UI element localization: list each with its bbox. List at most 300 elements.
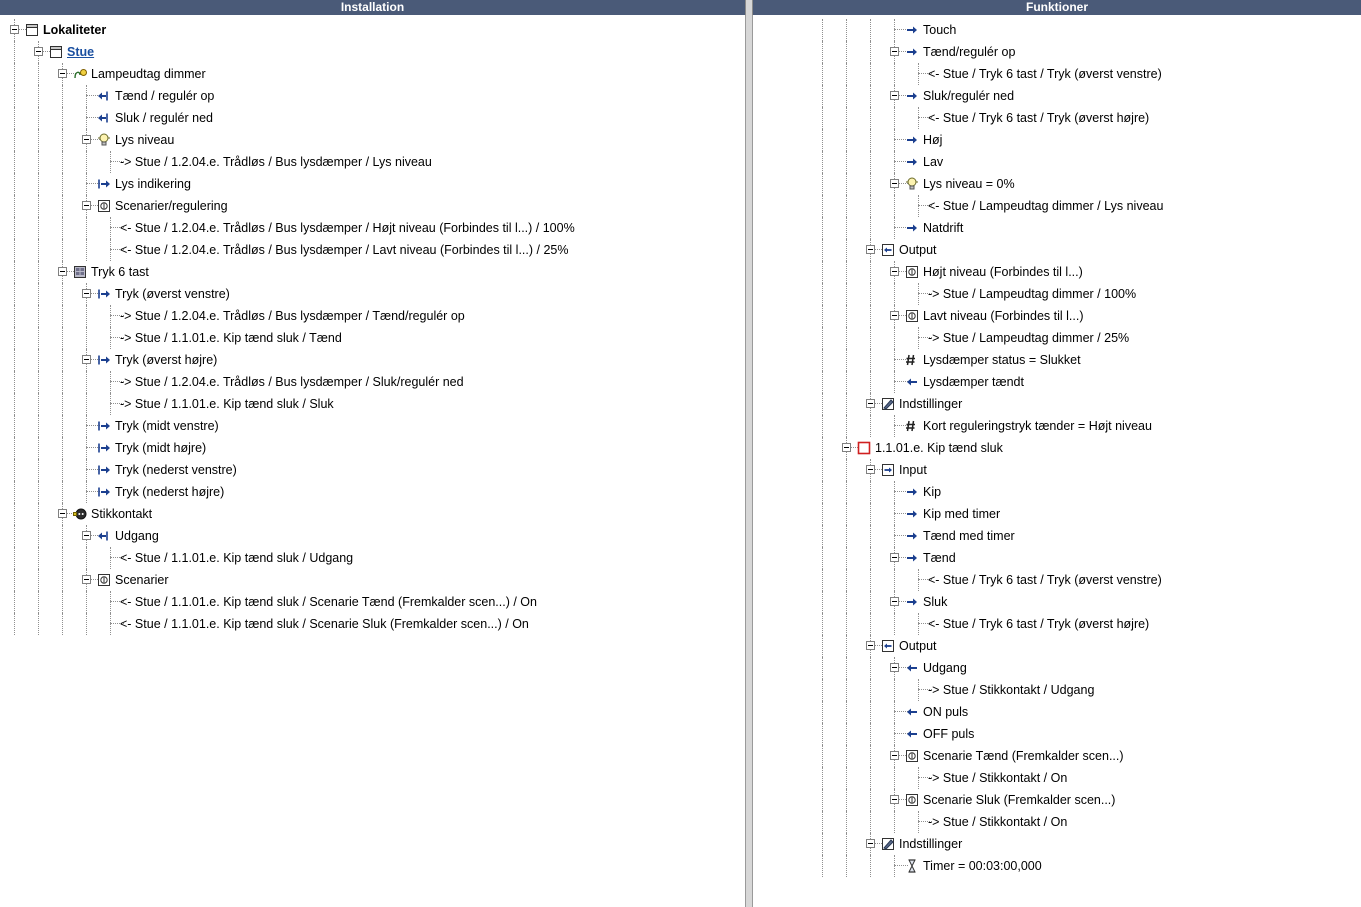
tree-node[interactable] bbox=[808, 855, 1361, 877]
tree-guide-line bbox=[62, 393, 64, 415]
tree-guide-line bbox=[822, 745, 824, 767]
tree-node-label: -> Stue / 1.1.01.e. Kip tænd sluk / Sluk bbox=[120, 397, 334, 411]
tree-expander-icon[interactable] bbox=[58, 69, 67, 78]
tree-guide-line bbox=[870, 195, 872, 217]
tree-expander-icon[interactable] bbox=[82, 201, 91, 210]
tree-guide-line bbox=[846, 371, 848, 393]
tree-node-label: Scenarier bbox=[115, 573, 169, 587]
tree-node[interactable] bbox=[0, 85, 745, 107]
tree-guide-line bbox=[822, 371, 824, 393]
tree-node-label: Kip bbox=[923, 485, 942, 499]
tree-node-label: Tryk (øverst venstre) bbox=[115, 287, 230, 301]
tree-guide-line bbox=[62, 349, 64, 371]
tree-node-label: -> Stue / Stikkontakt / Udgang bbox=[928, 683, 1095, 697]
scene-icon bbox=[904, 748, 920, 764]
tree-expander-icon[interactable] bbox=[890, 751, 899, 760]
panes-container bbox=[0, 15, 1361, 907]
tree-guide-line bbox=[14, 261, 16, 283]
tree-node-label: <- Stue / 1.2.04.e. Trådløs / Bus lysdæmper / Højt niveau (Forbindes til l...) / 100% bbox=[120, 221, 575, 235]
tree-guide-line bbox=[86, 151, 88, 173]
tree-guide-line bbox=[822, 789, 824, 811]
tree-node[interactable] bbox=[808, 833, 1361, 855]
tree-guide-line bbox=[14, 371, 16, 393]
tree-guide-line bbox=[14, 613, 16, 635]
tree-guide-line bbox=[870, 657, 872, 679]
tree-node[interactable] bbox=[808, 239, 1361, 261]
tree-node[interactable] bbox=[0, 239, 745, 261]
tree-node[interactable] bbox=[808, 63, 1361, 85]
tree-guide-line bbox=[62, 239, 64, 261]
tree-guide-line bbox=[62, 107, 64, 129]
tree-guide-line bbox=[822, 349, 824, 371]
scene-icon bbox=[904, 308, 920, 324]
tree-guide-line bbox=[822, 437, 824, 459]
tree-node-label: <- Stue / Tryk 6 tast / Tryk (øverst venstre) bbox=[928, 67, 1162, 81]
tree-guide-line bbox=[62, 305, 64, 327]
tree-node[interactable] bbox=[0, 283, 745, 305]
tree-guide-line bbox=[822, 657, 824, 679]
tree-node[interactable] bbox=[808, 459, 1361, 481]
tree-node[interactable] bbox=[808, 349, 1361, 371]
tree-guide-line bbox=[822, 173, 824, 195]
tree-node[interactable] bbox=[808, 41, 1361, 63]
tree-node-label: Indstillinger bbox=[899, 837, 963, 851]
tree-node[interactable] bbox=[808, 591, 1361, 613]
tree-guide-line bbox=[846, 591, 848, 613]
tree-node[interactable] bbox=[0, 437, 745, 459]
tree-guide-line bbox=[62, 459, 64, 481]
tree-node[interactable] bbox=[808, 437, 1361, 459]
tree-guide-line bbox=[870, 767, 872, 789]
output-box-icon bbox=[880, 242, 896, 258]
tree-expander-icon[interactable] bbox=[890, 91, 899, 100]
tree-node[interactable] bbox=[0, 525, 745, 547]
tree-guide-line bbox=[870, 261, 872, 283]
tree-guide-line bbox=[38, 371, 40, 393]
tree-guide-line bbox=[38, 327, 40, 349]
tree-node[interactable] bbox=[0, 151, 745, 173]
tree-guide-line bbox=[38, 393, 40, 415]
tree-node[interactable] bbox=[808, 107, 1361, 129]
tree-guide-line bbox=[14, 283, 16, 305]
tree-node-label: -> Stue / 1.2.04.e. Trådløs / Bus lysdæmper / Tænd/regulér op bbox=[120, 309, 465, 323]
tree-guide-line bbox=[822, 19, 824, 41]
tree-guide-line bbox=[870, 371, 872, 393]
installation-tree[interactable] bbox=[0, 15, 745, 635]
tree-guide-line bbox=[822, 679, 824, 701]
tree-guide-line bbox=[62, 415, 64, 437]
tree-guide-line bbox=[846, 41, 848, 63]
tree-guide-line bbox=[14, 415, 16, 437]
tree-guide-line bbox=[62, 569, 64, 591]
tree-node[interactable] bbox=[808, 129, 1361, 151]
status-icon bbox=[904, 352, 920, 368]
tree-guide-line bbox=[870, 789, 872, 811]
tree-expander-icon[interactable] bbox=[890, 663, 899, 672]
tree-guide-line bbox=[846, 767, 848, 789]
tree-guide-line bbox=[846, 415, 848, 437]
tree-node[interactable] bbox=[0, 481, 745, 503]
scene-icon bbox=[96, 572, 112, 588]
tree-guide-line bbox=[14, 195, 16, 217]
tree-guide-line bbox=[14, 217, 16, 239]
tree-node[interactable] bbox=[808, 19, 1361, 41]
tree-guide-line bbox=[846, 19, 848, 41]
tree-guide-line bbox=[822, 261, 824, 283]
tree-node[interactable] bbox=[0, 569, 745, 591]
left-arrow-icon bbox=[904, 660, 920, 676]
installation-pane[interactable] bbox=[0, 15, 745, 907]
tree-guide-line bbox=[870, 151, 872, 173]
tree-node[interactable] bbox=[808, 767, 1361, 789]
tree-guide-line bbox=[14, 349, 16, 371]
tree-node[interactable] bbox=[0, 393, 745, 415]
tree-guide-line bbox=[870, 173, 872, 195]
right-arrow-icon bbox=[904, 132, 920, 148]
tree-node-label: -> Stue / 1.2.04.e. Trådløs / Bus lysdæmper / Lys niveau bbox=[120, 155, 432, 169]
tree-guide-line bbox=[870, 723, 872, 745]
tree-node-label: ON puls bbox=[923, 705, 969, 719]
tree-expander-icon[interactable] bbox=[34, 47, 43, 56]
output-arrow-icon bbox=[96, 418, 112, 434]
tree-guide-line bbox=[38, 305, 40, 327]
output-arrow-icon bbox=[96, 440, 112, 456]
tree-guide-line bbox=[38, 503, 40, 525]
tree-guide-line bbox=[62, 327, 64, 349]
tree-node-label: -> Stue / Lampeudtag dimmer / 100% bbox=[928, 287, 1137, 301]
tree-guide-line bbox=[822, 107, 824, 129]
settings-icon bbox=[880, 396, 896, 412]
tree-expander-icon[interactable] bbox=[890, 553, 899, 562]
tree-guide-line bbox=[846, 459, 848, 481]
tree-guide-line bbox=[38, 261, 40, 283]
tree-node[interactable] bbox=[0, 459, 745, 481]
tree-guide-line bbox=[62, 591, 64, 613]
tree-expander-icon[interactable] bbox=[82, 289, 91, 298]
tree-guide-line bbox=[14, 85, 16, 107]
right-arrow-icon bbox=[904, 44, 920, 60]
tree-guide-line bbox=[870, 745, 872, 767]
tree-guide-line bbox=[38, 107, 40, 129]
tree-guide-line bbox=[822, 591, 824, 613]
tree-guide-line bbox=[14, 327, 16, 349]
tree-expander-icon[interactable] bbox=[82, 531, 91, 540]
right-arrow-icon bbox=[904, 550, 920, 566]
tree-node-label: Lokaliteter bbox=[43, 23, 107, 37]
tree-node[interactable] bbox=[808, 173, 1361, 195]
tree-node-label: Timer = 00:03:00,000 bbox=[923, 859, 1042, 873]
tree-node[interactable] bbox=[0, 173, 745, 195]
dimmer-icon bbox=[72, 66, 88, 82]
tree-node-label: -> Stue / Lampeudtag dimmer / 25% bbox=[928, 331, 1130, 345]
tree-node[interactable] bbox=[808, 503, 1361, 525]
tree-guide-line bbox=[62, 525, 64, 547]
tree-guide-line bbox=[822, 481, 824, 503]
tree-expander-icon[interactable] bbox=[890, 47, 899, 56]
tree-guide-line bbox=[822, 239, 824, 261]
pane-splitter[interactable] bbox=[745, 15, 753, 907]
tree-node[interactable] bbox=[0, 349, 745, 371]
tree-node[interactable] bbox=[0, 63, 745, 85]
tree-guide-line bbox=[38, 283, 40, 305]
tree-node[interactable] bbox=[808, 723, 1361, 745]
tree-node[interactable] bbox=[808, 481, 1361, 503]
tree-guide-line bbox=[846, 525, 848, 547]
tree-node[interactable] bbox=[808, 525, 1361, 547]
tree-node[interactable] bbox=[808, 283, 1361, 305]
tree-guide-line bbox=[86, 613, 88, 635]
scene-icon bbox=[904, 792, 920, 808]
tree-expander-icon[interactable] bbox=[866, 245, 875, 254]
tree-guide-line bbox=[822, 503, 824, 525]
tree-guide-line bbox=[14, 393, 16, 415]
pane-headers bbox=[0, 0, 1361, 15]
tree-node-label: Input bbox=[899, 463, 927, 477]
tree-node[interactable] bbox=[0, 371, 745, 393]
function-pane[interactable] bbox=[753, 15, 1361, 907]
tree-guide-line bbox=[14, 503, 16, 525]
tree-node[interactable] bbox=[808, 569, 1361, 591]
tree-guide-line bbox=[822, 811, 824, 833]
tree-guide-line bbox=[894, 63, 896, 85]
window-icon bbox=[24, 22, 40, 38]
tree-guide-line bbox=[894, 283, 896, 305]
tree-node[interactable] bbox=[0, 217, 745, 239]
tree-guide-line bbox=[870, 613, 872, 635]
tree-expander-icon[interactable] bbox=[890, 795, 899, 804]
tree-node-label: Stikkontakt bbox=[91, 507, 153, 521]
tree-guide-line bbox=[822, 41, 824, 63]
tree-node[interactable] bbox=[0, 547, 745, 569]
tree-node-label: Indstillinger bbox=[899, 397, 963, 411]
tree-guide-line bbox=[38, 173, 40, 195]
tree-guide-line bbox=[822, 129, 824, 151]
output-arrow-icon bbox=[96, 484, 112, 500]
tree-node-label: Udgang bbox=[923, 661, 967, 675]
output-arrow-icon bbox=[96, 462, 112, 478]
tree-guide-line bbox=[822, 217, 824, 239]
tree-node[interactable] bbox=[0, 415, 745, 437]
tree-guide-line bbox=[822, 283, 824, 305]
tree-node-label: Scenarie Sluk (Fremkalder scen...) bbox=[923, 793, 1116, 807]
tree-node[interactable] bbox=[808, 547, 1361, 569]
tree-node-label: Lys indikering bbox=[115, 177, 191, 191]
tree-node-label: <- Stue / Tryk 6 tast / Tryk (øverst højre) bbox=[928, 617, 1150, 631]
tree-guide-line bbox=[14, 151, 16, 173]
tree-guide-line bbox=[14, 459, 16, 481]
tree-guide-line bbox=[14, 173, 16, 195]
tree-guide-line bbox=[894, 327, 896, 349]
tree-node[interactable] bbox=[808, 85, 1361, 107]
tree-node[interactable] bbox=[808, 195, 1361, 217]
tree-node-label: -> Stue / Stikkontakt / On bbox=[928, 815, 1068, 829]
tree-node-label: <- Stue / Lampeudtag dimmer / Lys niveau bbox=[928, 199, 1164, 213]
keypad-icon bbox=[72, 264, 88, 280]
tree-guide-line bbox=[846, 85, 848, 107]
output-arrow-icon bbox=[96, 176, 112, 192]
tree-guide-line bbox=[38, 239, 40, 261]
tree-guide-line bbox=[14, 129, 16, 151]
tree-guide-line bbox=[38, 437, 40, 459]
tree-node-label: -> Stue / 1.2.04.e. Trådløs / Bus lysdæmper / Sluk/regulér ned bbox=[120, 375, 464, 389]
tree-node-label: Lav bbox=[923, 155, 944, 169]
tree-node-label: Kip med timer bbox=[923, 507, 1001, 521]
function-tree[interactable] bbox=[753, 15, 1361, 877]
tree-node-label: Scenarie Tænd (Fremkalder scen...) bbox=[923, 749, 1124, 763]
tree-guide-line bbox=[894, 107, 896, 129]
tree-node[interactable] bbox=[0, 19, 745, 41]
tree-node[interactable] bbox=[0, 195, 745, 217]
tree-guide-line bbox=[822, 547, 824, 569]
tree-guide-line bbox=[846, 239, 848, 261]
tree-node-label: -> Stue / 1.1.01.e. Kip tænd sluk / Tænd bbox=[120, 331, 342, 345]
tree-expander-icon[interactable] bbox=[866, 641, 875, 650]
tree-guide-line bbox=[14, 437, 16, 459]
tree-node[interactable] bbox=[0, 107, 745, 129]
tree-guide-line bbox=[894, 613, 896, 635]
tree-guide-line bbox=[846, 393, 848, 415]
tree-guide-line bbox=[846, 833, 848, 855]
tree-expander-icon[interactable] bbox=[58, 509, 67, 518]
installation-pane-title: Installation bbox=[340, 0, 405, 14]
tree-node[interactable] bbox=[808, 811, 1361, 833]
tree-expander-icon[interactable] bbox=[82, 135, 91, 144]
tree-guide-line bbox=[870, 129, 872, 151]
tree-guide-line bbox=[822, 525, 824, 547]
tree-guide-line bbox=[846, 613, 848, 635]
tree-guide-line bbox=[62, 217, 64, 239]
right-arrow-icon bbox=[904, 154, 920, 170]
tree-guide-line bbox=[846, 283, 848, 305]
tree-expander-icon[interactable] bbox=[890, 597, 899, 606]
tree-guide-line bbox=[822, 723, 824, 745]
tree-node-label: <- Stue / Tryk 6 tast / Tryk (øverst venstre) bbox=[928, 573, 1162, 587]
tree-node[interactable] bbox=[808, 635, 1361, 657]
tree-node[interactable] bbox=[0, 261, 745, 283]
lamp-icon bbox=[904, 176, 920, 192]
tree-guide-line bbox=[14, 525, 16, 547]
output-arrow-icon bbox=[96, 286, 112, 302]
tree-node[interactable] bbox=[808, 789, 1361, 811]
header-splitter bbox=[745, 0, 753, 15]
tree-expander-icon[interactable] bbox=[866, 839, 875, 848]
tree-guide-line bbox=[14, 591, 16, 613]
tree-guide-line bbox=[14, 41, 16, 63]
tree-node[interactable] bbox=[808, 393, 1361, 415]
lamp-icon bbox=[96, 132, 112, 148]
right-arrow-icon bbox=[904, 88, 920, 104]
tree-guide-line bbox=[846, 481, 848, 503]
tree-node[interactable] bbox=[808, 217, 1361, 239]
tree-node[interactable] bbox=[808, 745, 1361, 767]
tree-guide-line bbox=[846, 129, 848, 151]
tree-expander-icon[interactable] bbox=[866, 399, 875, 408]
tree-node[interactable] bbox=[808, 679, 1361, 701]
right-arrow-icon bbox=[904, 220, 920, 236]
tree-node[interactable] bbox=[808, 613, 1361, 635]
tree-node[interactable] bbox=[0, 305, 745, 327]
tree-guide-line bbox=[86, 305, 88, 327]
tree-node[interactable] bbox=[808, 415, 1361, 437]
tree-expander-icon[interactable] bbox=[82, 575, 91, 584]
tree-node-label: -> Stue / Stikkontakt / On bbox=[928, 771, 1068, 785]
tree-guide-line bbox=[14, 569, 16, 591]
tree-expander-icon[interactable] bbox=[842, 443, 851, 452]
tree-guide-line bbox=[846, 173, 848, 195]
tree-expander-icon[interactable] bbox=[10, 25, 19, 34]
tree-guide-line bbox=[86, 393, 88, 415]
input-arrow-icon bbox=[96, 528, 112, 544]
input-arrow-icon bbox=[96, 110, 112, 126]
tree-guide-line bbox=[38, 547, 40, 569]
device-red-icon bbox=[856, 440, 872, 456]
tree-guide-line bbox=[86, 217, 88, 239]
tree-node[interactable] bbox=[808, 371, 1361, 393]
tree-node-label: Lampeudtag dimmer bbox=[91, 67, 206, 81]
tree-node-label: <- Stue / 1.1.01.e. Kip tænd sluk / Udgang bbox=[120, 551, 354, 565]
tree-node-label: Tryk (nederst højre) bbox=[115, 485, 225, 499]
tree-node-label: Tænd / regulér op bbox=[115, 89, 215, 103]
tree-expander-icon[interactable] bbox=[866, 465, 875, 474]
tree-guide-line bbox=[38, 613, 40, 635]
tree-node-label: Sluk bbox=[923, 595, 948, 609]
tree-node[interactable] bbox=[808, 701, 1361, 723]
tree-node[interactable] bbox=[0, 613, 745, 635]
tree-node[interactable] bbox=[808, 151, 1361, 173]
tree-node-label: OFF puls bbox=[923, 727, 975, 741]
tree-guide-line bbox=[62, 173, 64, 195]
tree-guide-line bbox=[822, 327, 824, 349]
tree-guide-line bbox=[846, 679, 848, 701]
tree-guide-line bbox=[846, 503, 848, 525]
tree-expander-icon[interactable] bbox=[890, 179, 899, 188]
tree-guide-line bbox=[86, 371, 88, 393]
tree-node-label: Tænd med timer bbox=[923, 529, 1015, 543]
tree-node[interactable] bbox=[0, 503, 745, 525]
tree-guide-line bbox=[870, 591, 872, 613]
tree-node[interactable] bbox=[0, 327, 745, 349]
tree-node[interactable] bbox=[808, 261, 1361, 283]
tree-expander-icon[interactable] bbox=[890, 311, 899, 320]
tree-guide-line bbox=[62, 151, 64, 173]
tree-node[interactable] bbox=[0, 41, 745, 63]
tree-node-label: Output bbox=[899, 243, 937, 257]
tree-node-label: Lysdæmper status = Slukket bbox=[923, 353, 1081, 367]
tree-node[interactable] bbox=[0, 591, 745, 613]
right-arrow-icon bbox=[904, 528, 920, 544]
tree-node[interactable] bbox=[808, 657, 1361, 679]
tree-guide-line bbox=[870, 85, 872, 107]
tree-guide-line bbox=[870, 305, 872, 327]
tree-node[interactable] bbox=[808, 327, 1361, 349]
tree-expander-icon[interactable] bbox=[82, 355, 91, 364]
tree-guide-line bbox=[846, 547, 848, 569]
tree-node-label: Touch bbox=[923, 23, 957, 37]
tree-guide-line bbox=[870, 503, 872, 525]
tree-node[interactable] bbox=[808, 305, 1361, 327]
tree-guide-line bbox=[38, 415, 40, 437]
tree-node[interactable] bbox=[0, 129, 745, 151]
tree-expander-icon[interactable] bbox=[890, 267, 899, 276]
tree-expander-icon[interactable] bbox=[58, 267, 67, 276]
tree-guide-line bbox=[38, 129, 40, 151]
tree-guide-line bbox=[86, 327, 88, 349]
tree-guide-line bbox=[14, 305, 16, 327]
tree-guide-line bbox=[846, 701, 848, 723]
tree-guide-line bbox=[870, 327, 872, 349]
tree-guide-line bbox=[822, 393, 824, 415]
tree-node-label: Lavt niveau (Forbindes til l...) bbox=[923, 309, 1084, 323]
